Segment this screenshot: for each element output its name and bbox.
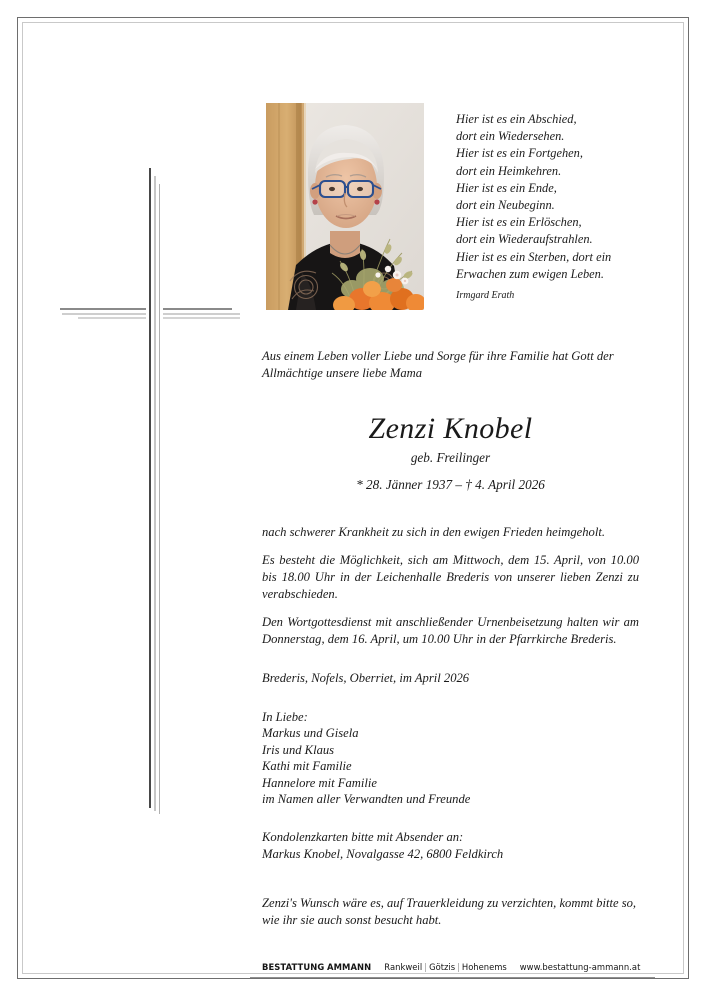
spacer [262, 862, 639, 884]
poem-line: Hier ist es ein Ende, [456, 180, 557, 195]
memorial-body [262, 348, 639, 929]
poem-line: Hier ist es ein Sterben, dort ein [456, 249, 612, 264]
footer-divider [250, 977, 655, 978]
spacer [262, 687, 639, 709]
poem-line: dort ein Wiederaufstrahlen. [456, 232, 593, 247]
mourner-name: Hannelore mit Familie [262, 775, 377, 790]
footer-separator: | [457, 962, 460, 972]
paragraph-wortgottesdienst: Den Wortgottesdienst mit anschließender Urnenbeisetzung halten wir am Donnerstag, dem 16. April, um 10.00 Uhr in der Pfarrkirche Brederis. [262, 615, 639, 646]
poem-line: dort ein Wiedersehen. [456, 129, 565, 144]
spacer [262, 884, 639, 895]
condolences-address: Markus Knobel, Novalgasse 42, 6800 Feldkirch [262, 846, 504, 861]
mourners-heading: In Liebe: [262, 710, 308, 724]
poem-line: dort ein Heimkehren. [456, 163, 562, 178]
deceased-life-dates: * 28. Jänner 1937 – † 4. April 2026 [356, 477, 545, 492]
mourner-name: Kathi mit Familie [262, 759, 352, 774]
poem-line: dort ein Neubeginn. [456, 198, 555, 213]
intro-paragraph: Aus einem Leben voller Liebe und Sorge für ihre Familie hat Gott der Allmächtige unsere liebe Mama [262, 349, 614, 380]
condolences-block [262, 829, 639, 862]
place-date-line: Brederis, Nofels, Oberriet, im April 2026 [262, 671, 470, 685]
brand-name-light: BESTATTUNG [262, 962, 325, 972]
poem-line: Hier ist es ein Erlöschen, [456, 215, 582, 230]
mourner-name: Markus und Gisela [262, 726, 359, 741]
closing-note: Zenzi's Wunsch wäre es, auf Trauerkleidung zu verzichten, kommt bitte so, wie ihr sie auch sonst besucht habt. [262, 896, 637, 928]
deceased-maiden-name: geb. Freilinger [410, 450, 491, 465]
footer-separator: | [424, 962, 428, 972]
footer-town-rankweil: Rankweil [384, 962, 423, 972]
deceased-name: Zenzi Knobel [368, 412, 533, 445]
mourner-name: Iris und Klaus [262, 742, 335, 757]
spacer [262, 494, 639, 524]
footer-town-goetzis: Götzis [429, 962, 456, 972]
cross-decoration [60, 160, 240, 820]
footer-town-hohenems: Hohenems [461, 962, 507, 972]
spacer [262, 807, 639, 829]
poem-line: Erwachen zum ewigen Leben. [456, 266, 604, 281]
mourner-name: im Namen aller Verwandten und Freunde [262, 792, 471, 807]
poem-line: Hier ist es ein Fortgehen, [456, 146, 583, 161]
spacer [262, 648, 639, 670]
condolences-heading: Kondolenzkarten bitte mit Absender an: [262, 830, 464, 845]
funeral-home-footer [262, 961, 642, 973]
poem-author: Irmgard Erath [456, 290, 515, 302]
brand-name-bold: AMMANN [327, 962, 372, 972]
paragraph-heimgeholt: nach schwerer Krankheit zu sich in den ewigen Frieden heimgeholt. [262, 525, 605, 539]
poem-line: Hier ist es ein Abschied, [456, 112, 577, 126]
poem-block [456, 111, 656, 303]
portrait-photo [266, 103, 424, 310]
paragraph-verabschiedung: Es besteht die Möglichkeit, sich am Mittwoch, dem 15. April, von 10.00 bis 18.00 Uhr in der Leichenhalle Brederis von unserer lieben Zenzi zu verabschieden. [262, 553, 639, 601]
footer-website[interactable]: www.bestattung-ammann.at [519, 962, 641, 972]
deceased-name-block [262, 412, 639, 494]
mourners-block [262, 709, 639, 807]
